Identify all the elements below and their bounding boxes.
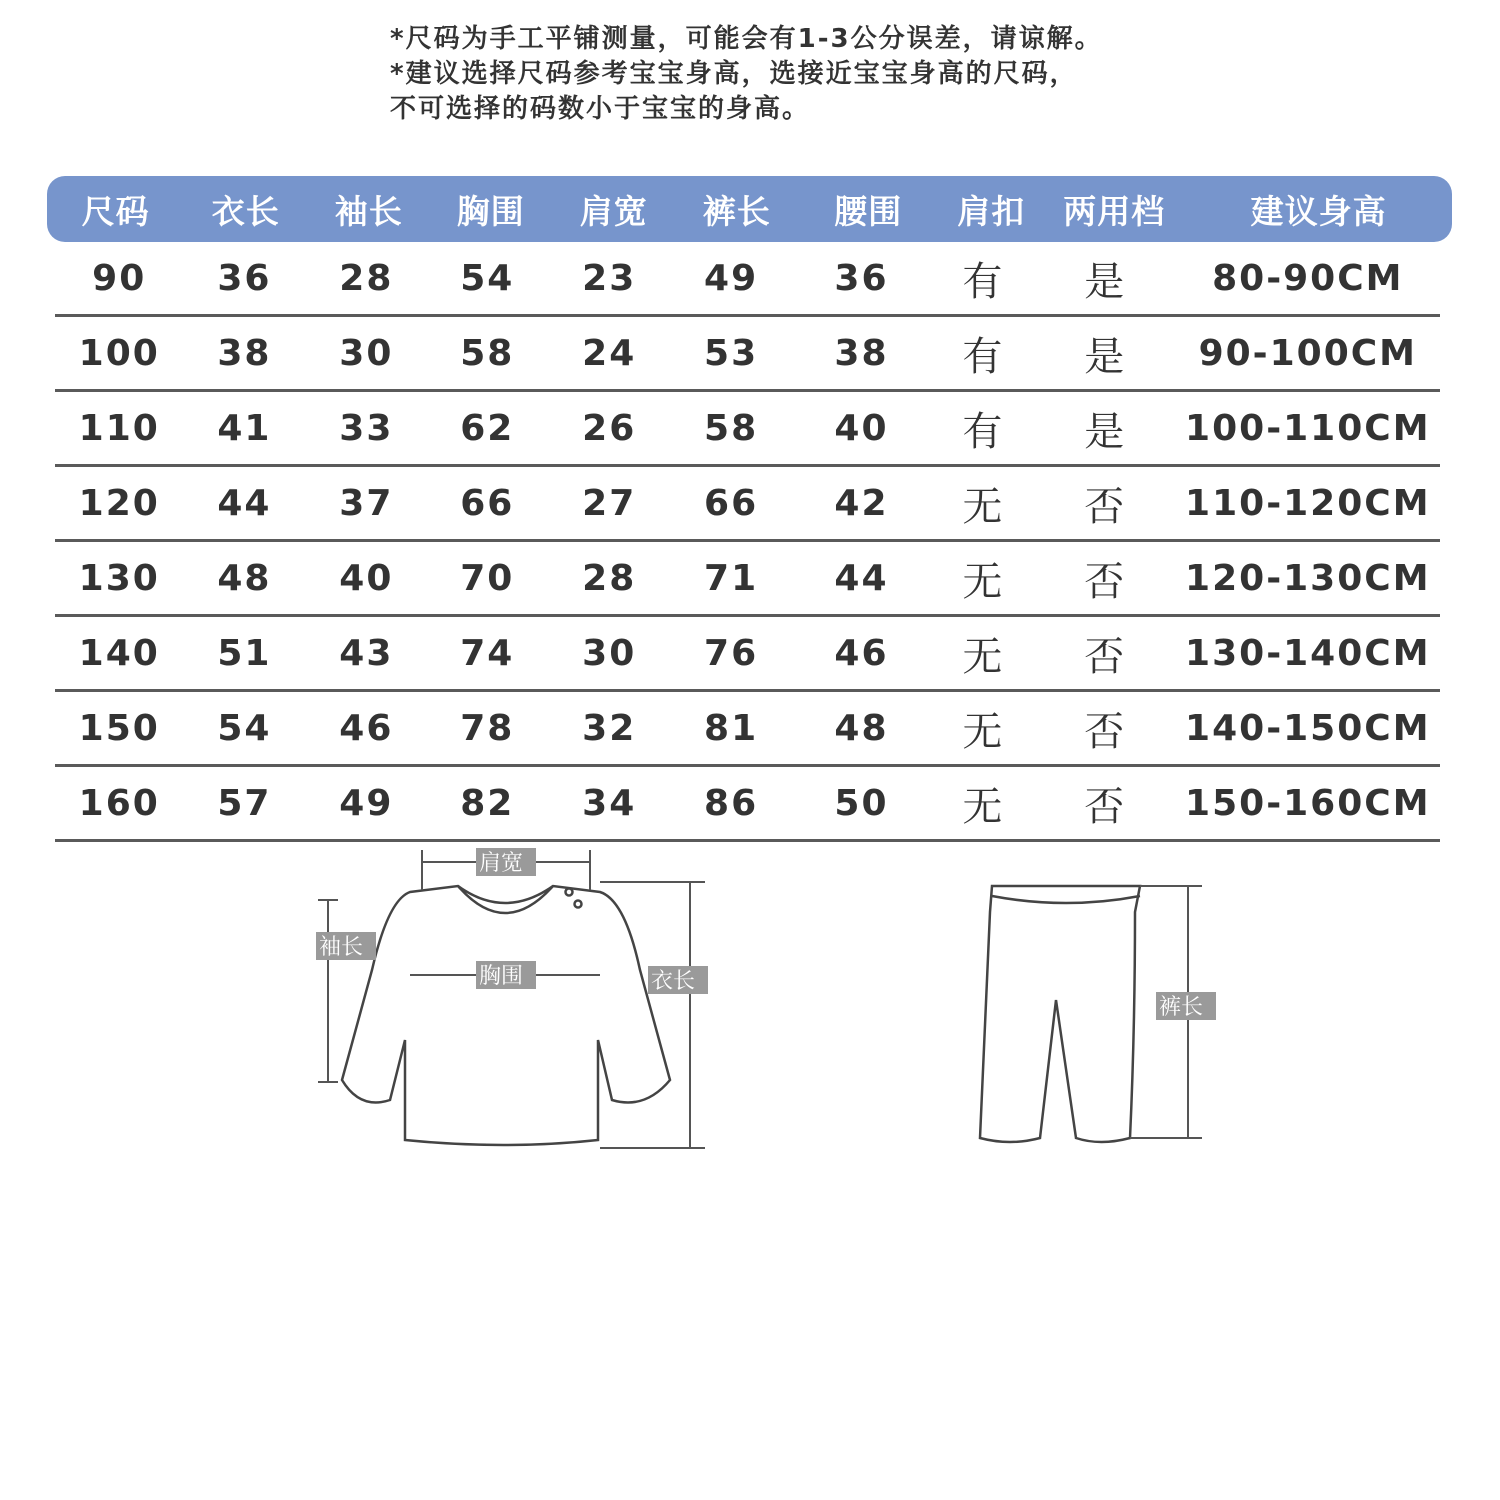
cell-dual-crotch: 否 [1084, 708, 1127, 755]
note-line-2: *建议选择尺码参考宝宝身高，选接近宝宝身高的尺码， [390, 59, 1078, 89]
header-sleeve-length: 袖长 [334, 191, 403, 231]
table-row [55, 467, 1440, 542]
cell-size: 160 [78, 782, 160, 824]
cell-sleeve-length: 28 [339, 257, 394, 299]
pants-diagram [980, 886, 1140, 1142]
cell-pants-length: 76 [704, 632, 759, 674]
cell-dual-crotch: 否 [1084, 558, 1127, 605]
cell-waist: 50 [834, 782, 889, 824]
cell-top-length: 41 [217, 407, 272, 449]
measurement-diagrams [0, 830, 1500, 1170]
cell-shoulder: 30 [582, 632, 637, 674]
cell-suggested-height: 90-100CM [1198, 332, 1418, 374]
cell-pants-length: 53 [704, 332, 759, 374]
cell-pants-length: 71 [704, 557, 759, 599]
cell-dual-crotch: 否 [1084, 783, 1127, 830]
table-row [55, 242, 1440, 317]
cell-size: 90 [92, 257, 147, 299]
header-top-length: 衣长 [211, 191, 280, 231]
cell-size: 120 [78, 482, 160, 524]
chest-label: 胸围 [479, 964, 524, 989]
cell-dual-crotch: 否 [1084, 483, 1127, 530]
cell-waist: 48 [834, 707, 889, 749]
cell-suggested-height: 130-140CM [1185, 632, 1431, 674]
cell-waist: 44 [834, 557, 889, 599]
cell-suggested-height: 120-130CM [1185, 557, 1431, 599]
cell-sleeve-length: 46 [339, 707, 394, 749]
cell-top-length: 57 [217, 782, 272, 824]
header-shoulder: 肩宽 [579, 191, 648, 231]
cell-shoulder: 27 [582, 482, 637, 524]
cell-shoulder: 23 [582, 257, 637, 299]
cell-sleeve-length: 43 [339, 632, 394, 674]
cell-dual-crotch: 否 [1084, 633, 1127, 680]
cell-chest: 54 [460, 257, 515, 299]
cell-waist: 42 [834, 482, 889, 524]
cell-waist: 40 [834, 407, 889, 449]
shoulder-label: 肩宽 [479, 851, 524, 876]
cell-sleeve-length: 30 [339, 332, 394, 374]
table-row [55, 392, 1440, 467]
cell-suggested-height: 150-160CM [1185, 782, 1431, 824]
cell-chest: 78 [460, 707, 515, 749]
cell-dual-crotch: 是 [1084, 258, 1127, 305]
cell-shoulder-button: 有 [962, 333, 1005, 380]
cell-waist: 36 [834, 257, 889, 299]
cell-chest: 62 [460, 407, 515, 449]
size-chart-table [47, 176, 1452, 842]
cell-shoulder-button: 有 [962, 408, 1005, 455]
table-body [47, 242, 1452, 842]
cell-shoulder-button: 无 [962, 633, 1005, 680]
cell-shoulder: 32 [582, 707, 637, 749]
pants-outline [980, 886, 1140, 1142]
top-length-label: 衣长 [651, 969, 696, 994]
cell-suggested-height: 100-110CM [1185, 407, 1431, 449]
shirt-outline [342, 886, 670, 1145]
cell-sleeve-length: 33 [339, 407, 394, 449]
header-chest: 胸围 [456, 191, 525, 231]
cell-shoulder-button: 有 [962, 258, 1005, 305]
note-line-1: *尺码为手工平铺测量，可能会有1-3公分误差，请谅解。 [390, 24, 1103, 54]
cell-pants-length: 81 [704, 707, 759, 749]
cell-pants-length: 58 [704, 407, 759, 449]
cell-chest: 74 [460, 632, 515, 674]
table-row [55, 692, 1440, 767]
size-notes [390, 22, 1290, 127]
cell-size: 150 [78, 707, 160, 749]
cell-top-length: 48 [217, 557, 272, 599]
cell-shoulder-button: 无 [962, 483, 1005, 530]
shirt-button [575, 901, 582, 908]
pants-length-label: 裤长 [1159, 995, 1204, 1020]
cell-size: 140 [78, 632, 160, 674]
cell-pants-length: 66 [704, 482, 759, 524]
cell-pants-length: 49 [704, 257, 759, 299]
note-line-3: 不可选择的码数小于宝宝的身高。 [390, 94, 811, 124]
cell-shoulder: 34 [582, 782, 637, 824]
cell-shoulder-button: 无 [962, 783, 1005, 830]
cell-shoulder-button: 无 [962, 708, 1005, 755]
cell-waist: 46 [834, 632, 889, 674]
cell-size: 100 [78, 332, 160, 374]
cell-suggested-height: 80-90CM [1212, 257, 1404, 299]
table-row [55, 542, 1440, 617]
header-pants-length: 裤长 [702, 191, 771, 231]
table-row [55, 317, 1440, 392]
cell-top-length: 44 [217, 482, 272, 524]
cell-waist: 38 [834, 332, 889, 374]
cell-size: 130 [78, 557, 160, 599]
shirt-button [566, 889, 573, 896]
cell-top-length: 38 [217, 332, 272, 374]
cell-sleeve-length: 40 [339, 557, 394, 599]
shirt-collar [458, 886, 553, 913]
cell-top-length: 36 [217, 257, 272, 299]
cell-chest: 66 [460, 482, 515, 524]
cell-chest: 58 [460, 332, 515, 374]
cell-shoulder: 26 [582, 407, 637, 449]
cell-sleeve-length: 49 [339, 782, 394, 824]
header-dual-crotch: 两用档 [1063, 191, 1166, 231]
table-row [55, 617, 1440, 692]
shirt-diagram [342, 886, 670, 1145]
cell-suggested-height: 140-150CM [1185, 707, 1431, 749]
cell-chest: 70 [460, 557, 515, 599]
header-size: 尺码 [81, 191, 150, 231]
cell-shoulder: 28 [582, 557, 637, 599]
cell-dual-crotch: 是 [1084, 333, 1127, 380]
cell-dual-crotch: 是 [1084, 408, 1127, 455]
cell-sleeve-length: 37 [339, 482, 394, 524]
cell-shoulder: 24 [582, 332, 637, 374]
header-suggested-height: 建议身高 [1250, 191, 1387, 231]
pants-waistband [992, 896, 1140, 903]
table-header [47, 176, 1452, 242]
cell-size: 110 [78, 407, 160, 449]
cell-top-length: 54 [217, 707, 272, 749]
header-shoulder-button: 肩扣 [957, 191, 1026, 231]
header-waist: 腰围 [834, 191, 903, 231]
sleeve-label: 袖长 [319, 935, 364, 960]
cell-top-length: 51 [217, 632, 272, 674]
cell-pants-length: 86 [704, 782, 759, 824]
cell-suggested-height: 110-120CM [1185, 482, 1431, 524]
cell-shoulder-button: 无 [962, 558, 1005, 605]
cell-chest: 82 [460, 782, 515, 824]
